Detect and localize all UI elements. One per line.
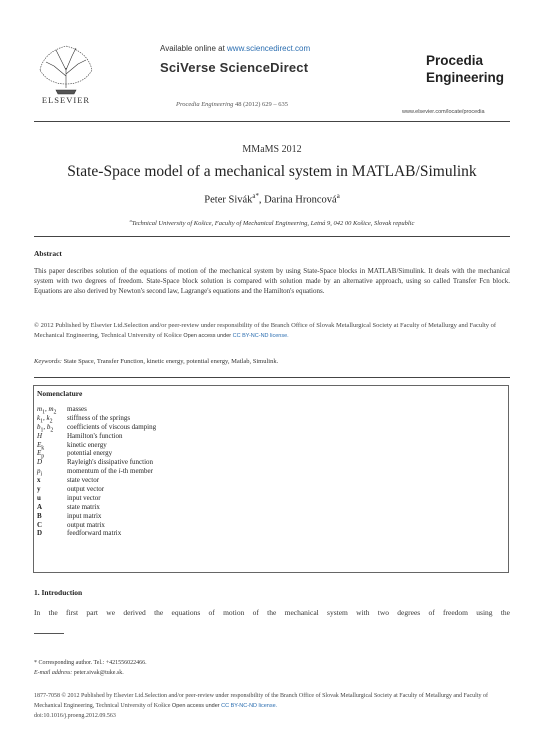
footnote-divider [34, 633, 64, 634]
nomenclature-symbol: $b_1$, $b_2$ [37, 422, 54, 434]
introduction-text: In the first part we derived the equations of motion of the mechanical system with two degrees of freedom using the [34, 608, 510, 617]
nomenclature-heading: Nomenclature [37, 389, 83, 398]
page-footer [34, 691, 510, 721]
journal-title-line1: Procedia [426, 53, 484, 68]
nomenclature-definition: state vector [67, 476, 100, 485]
abstract-heading: Abstract [34, 249, 62, 258]
nomenclature-symbol: $E_k$ [37, 440, 45, 451]
keywords-divider [34, 377, 510, 378]
nomenclature-definition: kinetic energy [67, 440, 107, 449]
doi[interactable]: doi:10.1016/j.proeng.2012.09.563 [34, 713, 116, 719]
nomenclature-symbol: y [37, 485, 41, 494]
available-prefix: Available online at [160, 44, 228, 53]
email-address[interactable]: peter.sivak@tuke.sk. [72, 670, 124, 676]
nomenclature-symbol: u [37, 493, 41, 502]
nomenclature-definition: input vector [67, 493, 101, 502]
nomenclature-definition: momentum of the i-th member [67, 467, 153, 476]
keywords-line [34, 358, 510, 365]
introduction-heading: 1. Introduction [34, 588, 83, 597]
abstract-text: This paper describes solution of the equations of motion of the mechanical system by using State-Space blocks in MATLAB/Simulink. It deals with the mechanical system with two degrees of freedom. State-Space block solution is compared with solution made by an alternative approach, using so called Transfer Fcn block. Equations are also derived by Newton's second law, Lagrange's equations and the Hamilton's equations. [34, 267, 510, 295]
nomenclature-symbol: D [37, 529, 43, 538]
open-access-note: Open access under CC BY-NC-ND license. [183, 332, 289, 339]
nomenclature-symbol: A [37, 502, 43, 511]
sciverse-brand: SciVerse ScienceDirect [160, 60, 309, 75]
keywords-label: Keywords: [34, 358, 62, 365]
nomenclature-definition: masses [67, 405, 87, 413]
nomenclature-definition: potential energy [67, 449, 113, 458]
nomenclature-definition: Rayleigh's dissipative function [67, 458, 154, 467]
nomenclature-symbol: D [37, 458, 43, 467]
email-line: E-mail address: peter.sivak@tuke.sk. [34, 670, 124, 676]
footnote [34, 658, 147, 678]
nomenclature-definition: input matrix [67, 511, 102, 520]
publisher-logo-text: ELSEVIER [41, 95, 91, 105]
footer-license-link[interactable]: CC BY-NC-ND license. [221, 703, 278, 709]
sciencedirect-link[interactable]: www.sciencedirect.com [227, 44, 311, 53]
availability-line [160, 44, 310, 53]
header-divider [34, 121, 510, 122]
affiliation: $^a$Technical University of Košice, Faculty of Mechanical Engineering, Letná 9, 042 00 Košice, Slovak republic [129, 218, 415, 228]
paper-title: State-Space model of a mechanical system in MATLAB/Simulink [67, 163, 477, 180]
copyright-notice: © 2012 Published by Elsevier Ltd.Selection and/or peer-review under responsibility of the Branch Office of Slovak Metallurgical Society at Faculty of Metallurgy and Faculty of Mechanical Engineering, Technical University of Košice Open access under CC BY-NC-ND license. [34, 322, 497, 339]
keywords-text: State Space, Transfer Function, kinetic energy, potential energy, Matlab, Simulink. [61, 358, 279, 365]
nomenclature-definition: output matrix [67, 520, 105, 529]
abstract-top-divider [34, 236, 510, 237]
journal-title-line2: Engineering [426, 70, 505, 85]
author-1-affil: a* [252, 193, 259, 200]
nomenclature-symbol: $k_1$, $k_2$ [37, 413, 53, 425]
journal-url[interactable]: www.elsevier.com/locate/procedia [402, 109, 485, 115]
citation-journal: Procedia Engineering [176, 101, 234, 108]
citation-details: 48 (2012) 629 – 635 [233, 101, 289, 108]
nomenclature-symbol: B [37, 511, 42, 520]
author-2-affil: a [336, 193, 340, 200]
nomenclature-definition: state matrix [67, 502, 100, 511]
elsevier-tree-icon [34, 40, 98, 106]
nomenclature-definition: output vector [67, 485, 105, 494]
nomenclature-definition: stiffness of the springs [67, 413, 131, 422]
elsevier-logo [34, 40, 98, 106]
nomenclature-symbol: x [37, 476, 41, 485]
nomenclature-symbol: $p_i$ [37, 467, 43, 478]
footer-open-access: Open access under CC BY-NC-ND license. [171, 703, 278, 709]
nomenclature-symbol: C [37, 520, 43, 529]
nomenclature-symbol: $m_1$, $m_2$ [37, 405, 57, 416]
author-2: Darina Hroncová [264, 194, 337, 206]
corresponding-author: * Corresponding author. Tel.: +421556022466. [34, 660, 147, 666]
nomenclature-definition: feedforward matrix [67, 529, 122, 538]
footer-copyright: 1877-7058 © 2012 Published by Elsevier Ltd.Selection and/or peer-review under responsibility of the Branch Office of Slovak Metallurgical Society at Faculty of Metallurgy and Faculty of Mechanical Engineering, Technical University of Košice [34, 693, 489, 709]
license-link[interactable]: CC BY-NC-ND license. [232, 332, 289, 339]
citation-line [176, 101, 288, 108]
nomenclature-definition: Hamilton's function [67, 431, 123, 440]
journal-title [426, 52, 504, 86]
nomenclature-symbol: $E_p$ [37, 449, 45, 460]
nomenclature-symbol: H [37, 431, 43, 440]
nomenclature-definition: coefficients of viscous damping [67, 422, 157, 431]
conference-name: MMaMS 2012 [242, 144, 302, 155]
author-1: Peter Sivák [204, 194, 253, 206]
author-list: Peter Sivák$^{a*}$, Darina Hroncová$^a$ [204, 193, 340, 206]
